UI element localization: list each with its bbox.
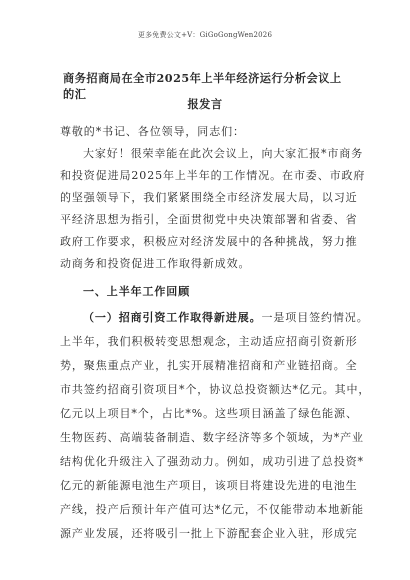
intro-line: 的坚强领导下，我们紧紧围绕全市经济发展大局，以习近: [60, 191, 358, 204]
body-line: 源产业发展，还将吸引一批上下游配套企业入驻，形成完: [60, 527, 358, 540]
body-line: 亿元的新能源电池生产项目，该项目将建设先进的电池生: [60, 479, 358, 492]
document-title-line1: 商务招商局在全市2025年上半年经济运行分析会议上的汇: [63, 71, 342, 101]
intro-line: 和投资促进局2025年上半年的工作情况。在市委、市政府: [60, 169, 366, 182]
subsection-heading: （一）招商引资工作取得新进展。: [83, 311, 262, 324]
body-line: 结构优化升级注入了强劲动力。例如，成功引进了总投资*: [60, 455, 364, 468]
intro-line: 大家好！很荣幸能在此次会议上，向大家汇报*市商务: [83, 147, 364, 160]
intro-line: 平经济思想为指引，全面贯彻党中央决策部署和省委、省: [60, 213, 358, 226]
body-line: 产线，投产后预计年产值可达*亿元，不仅能带动本地新能: [60, 503, 364, 516]
body-line: 势，聚焦重点产业，扎实开展精准招商和产业链招商。全: [60, 359, 358, 372]
header-watermark: 更多免费公文+V：GiGoGongWen2026: [137, 31, 273, 39]
body-line: 生物医药、高端装备制造、数字经济等多个领域，为*产业: [60, 431, 364, 444]
subsection-heading-tail: 一是项目签约情况。: [261, 311, 369, 324]
body-line: 上半年，我们积极转变思想观念，主动适应招商引资新形: [60, 335, 358, 348]
intro-line: 动商务和投资促进工作取得新成效。: [60, 257, 251, 270]
subsection-heading-line: [83, 309, 369, 325]
body-line: 亿元以上项目*个，占比*%。这些项目涵盖了绿色能源、: [60, 407, 358, 420]
intro-line: 政府工作要求，积极应对经济发展中的各种挑战，努力推: [60, 235, 358, 248]
salutation: 尊敬的*书记、各位领导，同志们：: [60, 125, 245, 138]
body-line: 市共签约招商引资项目*个，协议总投资额达*亿元。其中，: [60, 383, 371, 396]
section-heading: 一、上半年工作回顾: [83, 285, 191, 298]
document-title-line2: 报发言: [187, 97, 223, 111]
